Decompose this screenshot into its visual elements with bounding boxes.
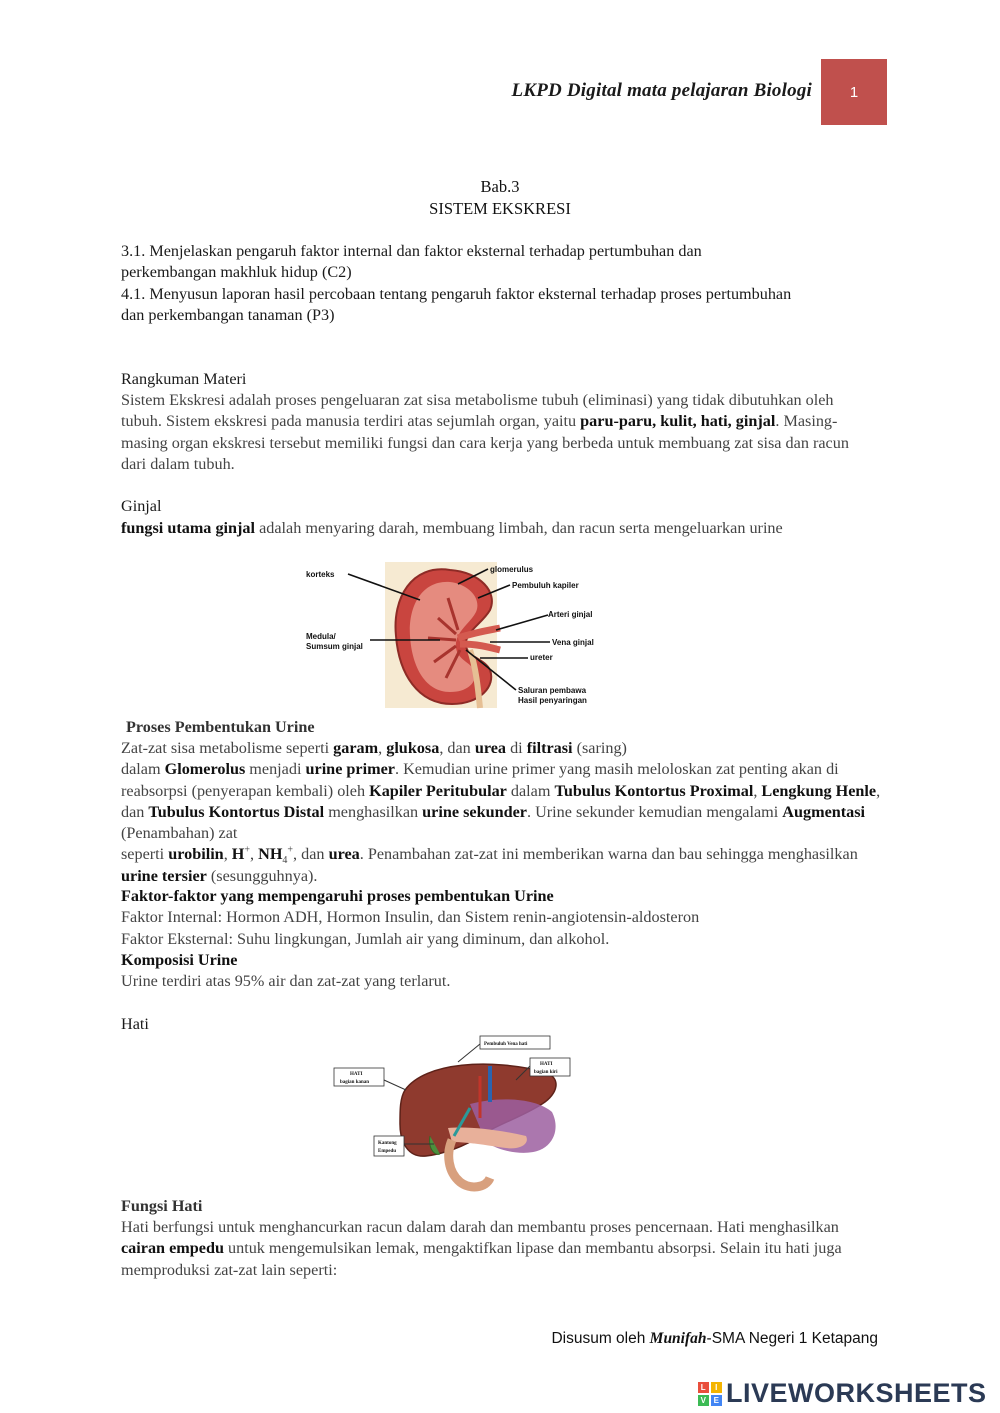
fungsi-hati-heading: Fungsi Hati [121, 1197, 203, 1215]
liver-diagram [330, 1032, 575, 1194]
label-hati-kanan-title: HATI [350, 1072, 363, 1077]
label-glomerulus: glomerulus [490, 565, 534, 574]
label-sumsum-ginjal: Sumsum ginjal [306, 642, 363, 651]
hati-heading: Hati [121, 1015, 149, 1033]
label-hati-kiri: bagian kiri [534, 1070, 558, 1075]
faktor-heading: Faktor-faktor yang mempengaruhi proses pembentukan Urine [121, 887, 554, 905]
label-ureter: ureter [530, 653, 553, 662]
label-hati-kiri-title: HATI [540, 1062, 553, 1067]
summary-heading: Rangkuman Materi [121, 370, 247, 388]
label-vena-hati: Pembuluh Vena hati [484, 1042, 528, 1047]
page-number-box [821, 59, 887, 125]
summary-organs: paru-paru, kulit, hati, ginjal [580, 412, 776, 431]
label-vena-ginjal: Vena ginjal [552, 638, 594, 647]
summary-paragraph: Sistem Ekskresi adalah proses pengeluaran zat sisa metabolisme tubuh (eliminasi) yang tidak dibutuhkan oleh tubuh. Sistem ekskresi pada manusia terdiri atas sejumlah organ, yaitu paru-paru, kulit, hati, ginjal. Masing-masing organ ekskresi tersebut memiliki fungsi dan cara kerja yang berbeda untuk membuang zat sisa dan racun dari dalam tubuh. [121, 391, 849, 473]
label-hati-kanan: bagian kanan [340, 1080, 370, 1085]
label-arteri-ginjal: Arteri ginjal [548, 610, 593, 619]
proses-paragraph: Zat-zat sisa metabolisme seperti garam, glukosa, dan urea di filtrasi (saring) dalam Glomerolus menjadi urine primer. Kemudian urine primer yang masih meloloskan zat penting akan di reabsorpsi (penyerapan kembali) oleh Kapiler Peritubular dalam Tubulus Kontortus Proximal, Lengkung Henle, dan Tubulus Kontortus Distal menghasilkan urine sekunder. Urine sekunder kemudian mengalami Augmentasi (Penambahan) zat seperti urobilin, H+, $NH_4^+$, dan urea. Penambahan zat-zat ini memberikan warna dan bau sehingga menghasilkan urine tersier (sesungguhnya). [121, 739, 881, 885]
label-hasil-penyaringan: Hasil penyaringan [518, 696, 587, 705]
page-number: 1 [849, 83, 859, 101]
competency-1: 3.1. Menjelaskan pengaruh faktor internal dan faktor eksternal terhadap pertumbuhan dan perkembangan makhluk hidup (C2) [121, 242, 702, 282]
chapter-title: SISTEM EKSKRESI [429, 199, 571, 218]
liveworksheets-logo-icon: L I V E [698, 1382, 722, 1406]
footer-author: Munifah [649, 1330, 707, 1347]
label-medula: Medula/ [306, 632, 336, 641]
ginjal-function: fungsi utama ginjal adalah menyaring darah, membuang limbah, dan racun serta mengeluarkan urine [121, 519, 783, 537]
liveworksheets-text: LIVEWORKSHEETS [726, 1378, 987, 1408]
komposisi-text: Urine terdiri atas 95% air dan zat-zat yang terlarut. [121, 972, 451, 990]
fungsi-hati-paragraph: Hati berfungsi untuk menghancurkan racun dalam darah dan membantu proses pencernaan. Hati menghasilkan cairan empedu untuk mengemulsikan lemak, mengaktifkan lipase dan membantu absorpsi. Selain itu hati juga memproduksi zat-zat lain seperti: [121, 1218, 842, 1279]
label-empedu: Empedu [378, 1149, 397, 1154]
proses-heading: Proses Pembentukan Urine [126, 718, 315, 736]
faktor-eksternal: Faktor Eksternal: Suhu lingkungan, Jumlah air yang diminum, dan alkohol. [121, 930, 610, 948]
komposisi-heading: Komposisi Urine [121, 951, 238, 969]
competency-2: 4.1. Menyusun laporan hasil percobaan tentang pengaruh faktor eksternal terhadap proses pertumbuhan dan perkembangan tanaman (P3) [121, 285, 792, 325]
ginjal-heading: Ginjal [121, 497, 162, 515]
faktor-internal: Faktor Internal: Hormon ADH, Hormon Insulin, dan Sistem renin-angiotensin-aldosteron [121, 908, 700, 926]
liveworksheets-watermark [698, 1378, 987, 1409]
kidney-diagram [300, 558, 620, 710]
footer-credit: Disusum oleh Munifah-SMA Negeri 1 Ketapang [551, 1330, 878, 1347]
label-korteks: korteks [306, 570, 335, 579]
label-pembuluh-kapiler: Pembuluh kapiler [512, 581, 579, 590]
label-kantong: Kantong [378, 1141, 397, 1146]
label-saluran: Saluran pembawa [518, 686, 587, 695]
chapter-number: Bab.3 [480, 177, 520, 196]
header-title: LKPD Digital mata pelajaran Biologi [511, 80, 812, 101]
